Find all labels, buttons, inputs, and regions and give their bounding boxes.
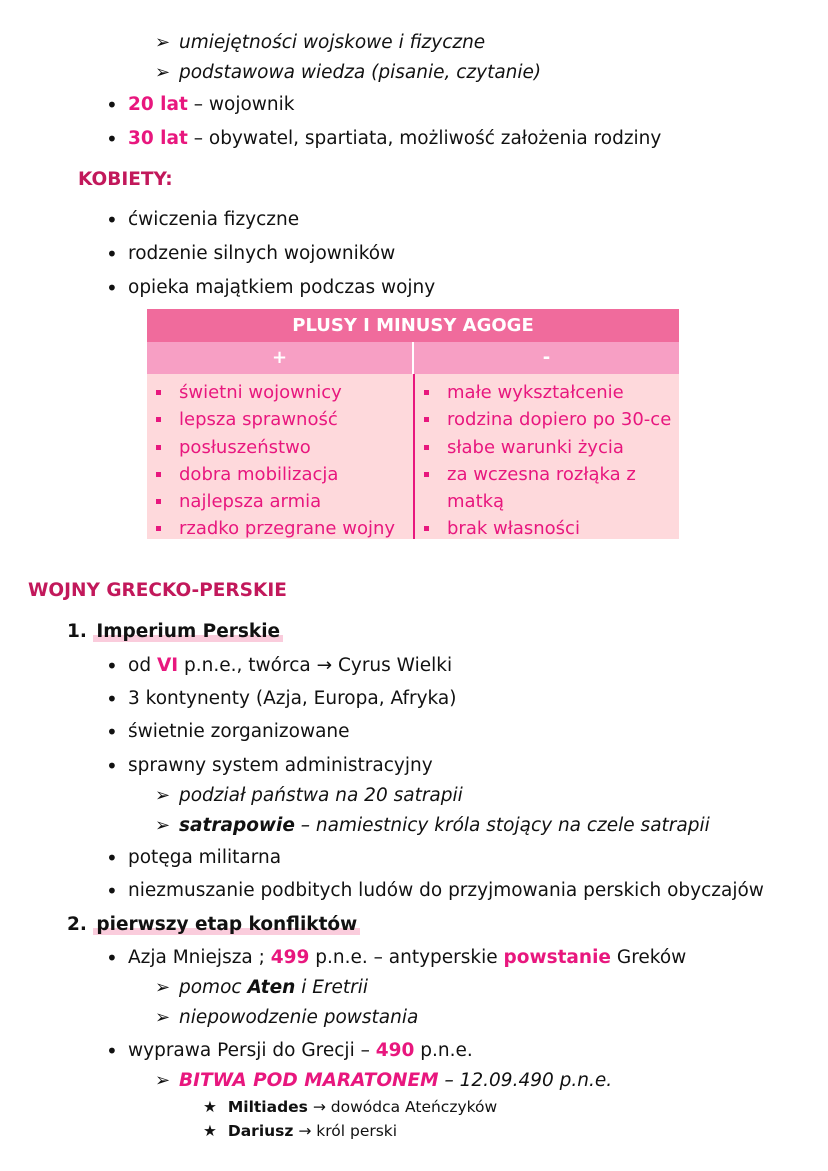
list-item: • 3 kontynenty (Azja, Europa, Afryka) [128, 687, 456, 711]
sub-item: ➢ podział państwa na 20 satrapii [155, 785, 463, 806]
table-title: PLUSY I MINUSY AGOGE [147, 309, 679, 342]
list-item: • 20 lat – wojownik [128, 93, 295, 117]
table-cell: słabe warunki życia [415, 434, 679, 461]
table-cell: matką [447, 491, 505, 513]
minus-header: - [542, 347, 551, 368]
arrow-bullet-icon: ➢ [155, 32, 171, 53]
sub-item: ➢ pomoc Aten i Eretrii [155, 977, 369, 998]
list-item: • potęga militarna [128, 846, 281, 870]
star-item: ★ Dariusz → król perski [203, 1122, 398, 1140]
table-cell: rzadko przegrane wojny [147, 515, 413, 542]
section-heading: KOBIETY: [78, 169, 173, 190]
arrow-bullet-icon: ➢ [155, 1007, 171, 1028]
sub-item: ➢ umiejętności wojskowe i fizyczne [155, 32, 486, 53]
sub-item: ➢ niepowodzenie powstania [155, 1007, 419, 1028]
list-item: • rodzenie silnych wojowników [128, 242, 395, 266]
list-item: • 30 lat – obywatel, spartiata, możliwość założenia rodziny [128, 127, 661, 151]
arrow-bullet-icon: ➢ [155, 815, 171, 836]
star-icon: ★ [203, 1098, 217, 1116]
table-cell: świetni wojownicy [147, 379, 413, 406]
minus-column [415, 374, 679, 539]
list-item: • niezmuszanie podbitych ludów do przyjmowania perskich obyczajów [128, 879, 764, 903]
list-item: • ćwiczenia fizyczne [128, 208, 299, 232]
sub-item: ➢ satrapowie – namiestnicy króla stojący na czele satrapii [155, 815, 710, 836]
table-header-row [147, 342, 679, 374]
list-item: • świetnie zorganizowane [128, 720, 350, 744]
pros-cons-table [147, 309, 679, 539]
table-cell: za wczesna rozłąka z [415, 461, 679, 488]
plus-column [147, 374, 415, 539]
arrow-bullet-icon: ➢ [155, 62, 171, 83]
table-cell: dobra mobilizacja [147, 461, 413, 488]
arrow-bullet-icon: ➢ [155, 977, 171, 998]
table-cell: rodzina dopiero po 30-ce [415, 406, 679, 433]
star-icon: ★ [203, 1122, 217, 1140]
arrow-bullet-icon: ➢ [155, 1070, 171, 1091]
numbered-heading: 2. pierwszy etap konfliktów [67, 913, 360, 937]
table-cell: brak własności [415, 515, 679, 542]
table-cell: lepsza sprawność [147, 406, 413, 433]
sub-item: ➢ podstawowa wiedza (pisanie, czytanie) [155, 62, 542, 83]
star-item: ★ Miltiades → dowódca Ateńczyków [203, 1098, 498, 1116]
list-item: • opieka majątkiem podczas wojny [128, 276, 435, 300]
list-item: • sprawny system administracyjny [128, 754, 433, 778]
list-item: • wyprawa Persji do Grecji – 490 p.n.e. [128, 1039, 473, 1063]
table-cell: najlepsza armia [147, 488, 413, 515]
section-heading: WOJNY GRECKO-PERSKIE [28, 580, 287, 601]
list-item: • Azja Mniejsza ; 499 p.n.e. – antyperskie powstanie Greków [128, 946, 686, 970]
sub-item: ➢ BITWA POD MARATONEM – 12.09.490 p.n.e. [155, 1070, 613, 1091]
list-item: • od VI p.n.e., twórca → Cyrus Wielki [128, 654, 452, 678]
numbered-heading: 1. Imperium Perskie [67, 620, 283, 644]
table-cell: posłuszeństwo [147, 434, 413, 461]
plus-header: + [147, 342, 414, 374]
arrow-bullet-icon: ➢ [155, 785, 171, 806]
table-cell: małe wykształcenie [415, 379, 679, 406]
